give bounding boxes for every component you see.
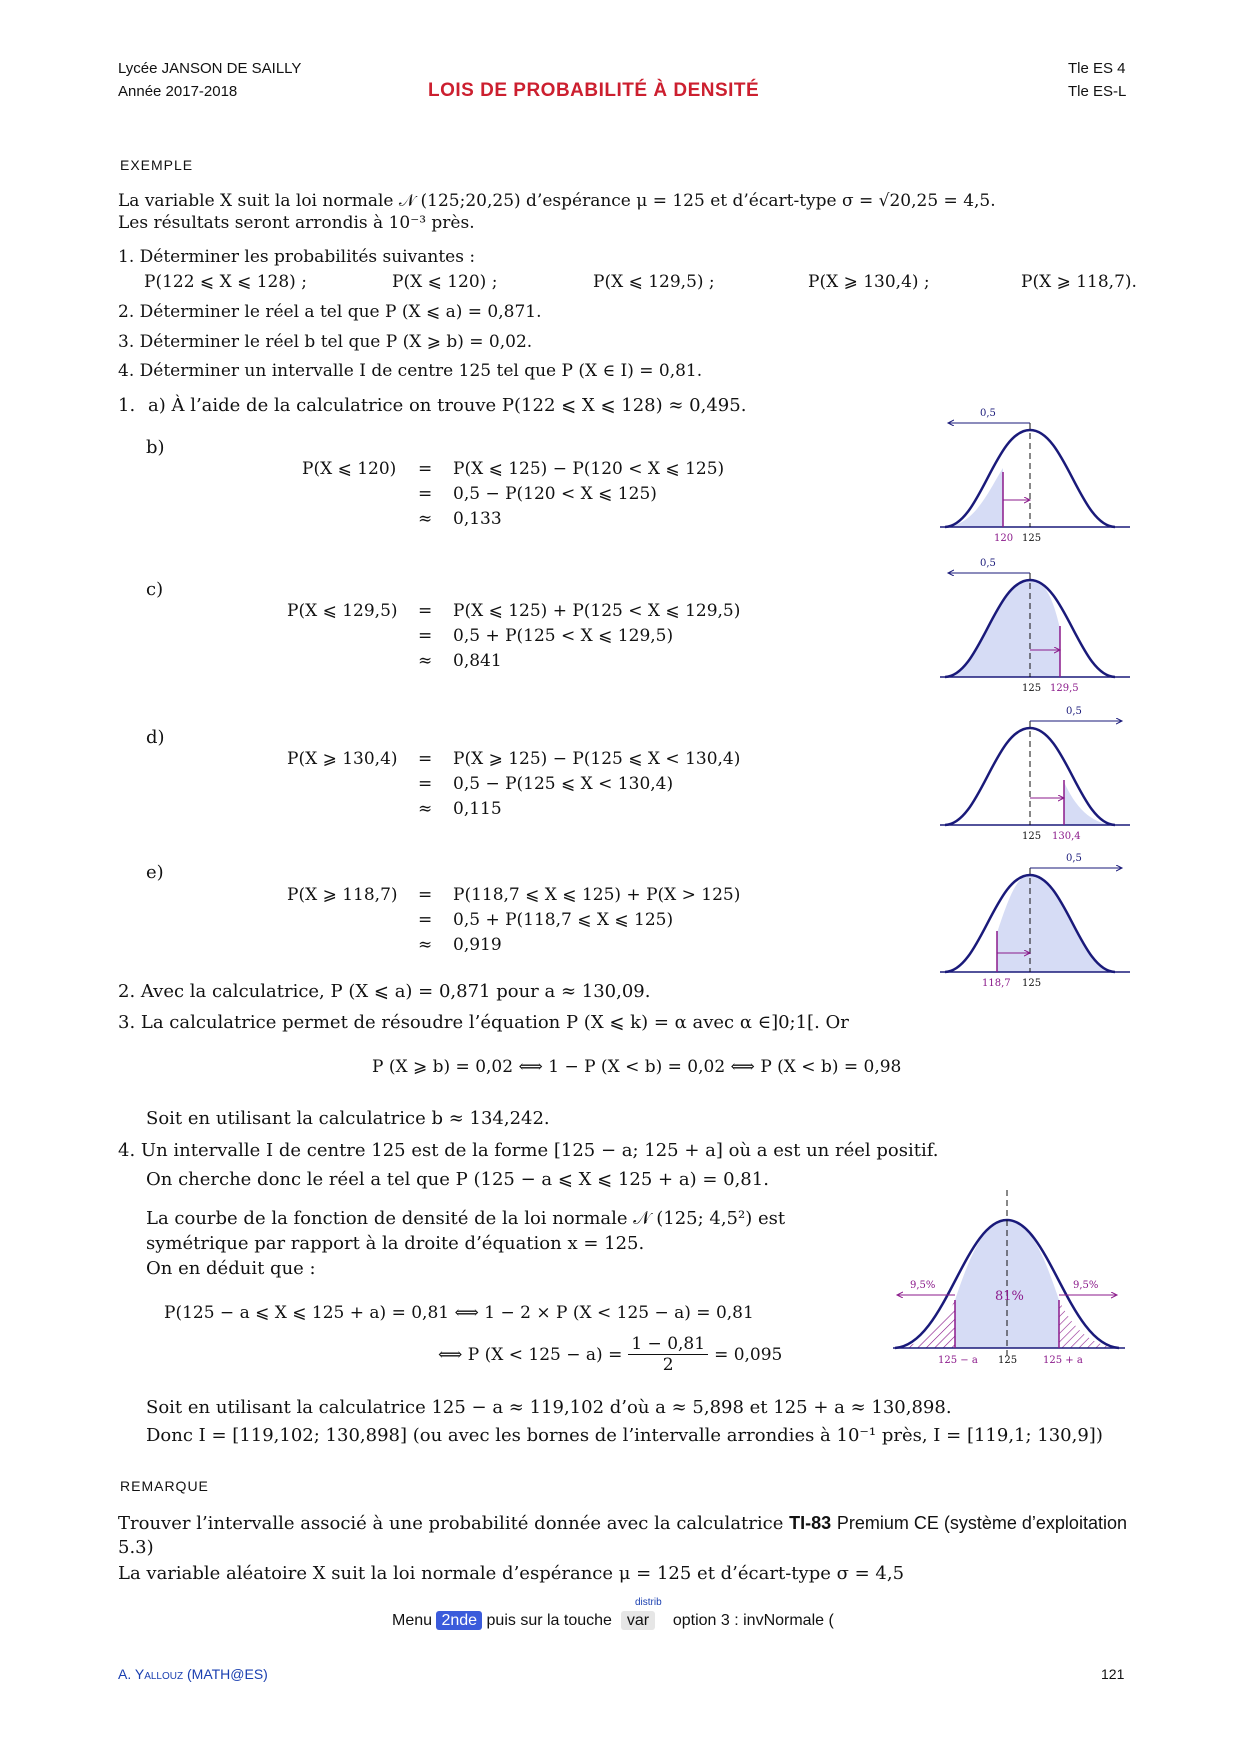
eq-lhs: P(X ⩽ 129,5) bbox=[287, 601, 398, 621]
menu-option: option 3 : invNormale ( bbox=[672, 1612, 834, 1629]
part-label: d) bbox=[146, 727, 165, 748]
eq-rhs: P(X ⩾ 125) − P(125 ⩽ X < 130,4) bbox=[453, 749, 741, 769]
menu-label: Menu bbox=[392, 1612, 433, 1629]
tick-label: 125 + a bbox=[1043, 1355, 1083, 1366]
solution-4-line-4: symétrique par rapport à la droite d’équation x = 125. bbox=[146, 1233, 645, 1254]
eq-op: = bbox=[418, 749, 433, 769]
tick-label: 130,4 bbox=[1052, 831, 1081, 842]
half-label: 0,5 bbox=[980, 408, 996, 419]
tick-label: 125 bbox=[1022, 978, 1042, 989]
part-label: e) bbox=[146, 862, 164, 883]
eq-rhs: 0,919 bbox=[453, 935, 502, 955]
page-title: LOIS DE PROBABILITÉ À DENSITÉ bbox=[428, 80, 760, 101]
eq-lhs: P(X ⩾ 130,4) bbox=[287, 749, 398, 769]
key-distrib-label: distrib bbox=[635, 1597, 662, 1608]
question-3: 3. Déterminer le réel b tel que P (X ⩾ b) = 0,02. bbox=[118, 332, 533, 352]
eq-op: = bbox=[418, 601, 433, 621]
q1-item: P(X ⩽ 129,5) ; bbox=[593, 272, 715, 292]
tick-label: 129,5 bbox=[1050, 683, 1079, 694]
eq-rhs: 0,133 bbox=[453, 509, 502, 529]
tick-label: 125 bbox=[1022, 831, 1042, 842]
remark-line-1 bbox=[118, 1511, 1127, 1536]
remark-line-3: La variable aléatoire X suit la loi normale d’espérance μ = 125 et d’écart-type σ = 4,5 bbox=[118, 1563, 905, 1584]
key-2nde: 2nde bbox=[436, 1611, 482, 1630]
part-label: b) bbox=[146, 437, 165, 458]
left-tail bbox=[895, 1300, 955, 1348]
menu-instruction bbox=[392, 1612, 834, 1630]
solution-3-equation: P (X ⩾ b) = 0,02 ⟺ 1 − P (X < b) = 0,02 ⟺ P (X < b) = 0,98 bbox=[372, 1057, 902, 1077]
tick-label: 125 − a bbox=[938, 1355, 978, 1366]
q1-item: P(X ⩽ 120) ; bbox=[392, 272, 498, 292]
figure-d-density bbox=[940, 706, 1135, 846]
left-tail-label: 9,5% bbox=[910, 1280, 936, 1291]
solution-4-equation-1: P(125 − a ⩽ X ⩽ 125 + a) = 0,81 ⟺ 1 − 2 × P (X < 125 − a) = 0,81 bbox=[164, 1303, 754, 1323]
half-label: 0,5 bbox=[980, 558, 996, 569]
q1-item: P(X ⩾ 118,7). bbox=[1021, 272, 1137, 292]
solution-1a: a) À l’aide de la calculatrice on trouve P(122 ⩽ X ⩽ 128) ≈ 0,495. bbox=[148, 395, 747, 416]
solution-4-line-2: On cherche donc le réel a tel que P (125 − a ⩽ X ⩽ 125 + a) = 0,81. bbox=[146, 1169, 769, 1190]
shaded-area bbox=[945, 468, 1003, 527]
eq-op: ≈ bbox=[418, 509, 433, 529]
solution-2: 2. Avec la calculatrice, P (X ⩽ a) = 0,871 pour a ≈ 130,09. bbox=[118, 981, 651, 1002]
eq-op: = bbox=[418, 459, 433, 479]
eq-op: = bbox=[418, 484, 433, 504]
footer-page-number: 121 bbox=[1101, 1666, 1125, 1682]
eq2-denominator: 2 bbox=[662, 1355, 674, 1375]
question-1: 1. Déterminer les probabilités suivantes : bbox=[118, 247, 476, 267]
shaded-area bbox=[1064, 782, 1115, 825]
menu-then: puis sur la touche bbox=[486, 1612, 612, 1629]
eq-rhs: 0,5 + P(125 < X ⩽ 129,5) bbox=[453, 626, 674, 646]
question-2: 2. Déterminer le réel a tel que P (X ⩽ a) = 0,871. bbox=[118, 302, 542, 322]
calculator-model: TI-83 bbox=[789, 1513, 832, 1533]
eq2-lhs: ⟺ P (X < 125 − a) = bbox=[438, 1344, 623, 1365]
figure-e-density bbox=[940, 853, 1135, 993]
tick-label: 125 bbox=[1022, 533, 1042, 544]
eq-rhs: P(X ⩽ 125) − P(120 < X ⩽ 125) bbox=[453, 459, 725, 479]
eq2-numerator: 1 − 0,81 bbox=[628, 1334, 708, 1355]
eq-rhs: P(118,7 ⩽ X ⩽ 125) + P(X > 125) bbox=[453, 885, 741, 905]
solution-4-line-6: Soit en utilisant la calculatrice 125 − a ≈ 119,102 d’où a ≈ 5,898 et 125 + a ≈ 130,898. bbox=[146, 1397, 952, 1418]
class-label-2: Tle ES-L bbox=[1068, 83, 1127, 100]
remark-heading: REMARQUE bbox=[120, 1478, 209, 1494]
shaded-area bbox=[945, 580, 1060, 677]
tick-label: 125 bbox=[998, 1355, 1018, 1366]
eq-lhs: P(X ⩾ 118,7) bbox=[287, 885, 398, 905]
eq-op: ≈ bbox=[418, 935, 433, 955]
right-tail bbox=[1059, 1300, 1119, 1348]
school-name: Lycée JANSON DE SAILLY bbox=[118, 60, 302, 77]
solution-4-line-7: Donc I = [119,102; 130,898] (ou avec les bornes de l’intervalle arrondies à 10⁻¹ près, I = [119,1; 130,9]) bbox=[146, 1425, 1103, 1446]
footer-author: A. Yallouz (MATH@ES) bbox=[118, 1666, 268, 1682]
eq-rhs: 0,5 − P(125 ⩽ X < 130,4) bbox=[453, 774, 674, 794]
example-intro-2: Les résultats seront arrondis à 10⁻³ près. bbox=[118, 213, 475, 233]
solution-1-number: 1. bbox=[118, 395, 136, 416]
solution-4-line-5: On en déduit que : bbox=[146, 1258, 316, 1279]
key-var: var bbox=[621, 1611, 655, 1630]
eq-rhs: P(X ⩽ 125) + P(125 < X ⩽ 129,5) bbox=[453, 601, 741, 621]
eq-op: = bbox=[418, 774, 433, 794]
eq-op: = bbox=[418, 910, 433, 930]
figure-interval-density bbox=[885, 1185, 1130, 1370]
eq-op: ≈ bbox=[418, 651, 433, 671]
example-intro-1: La variable X suit la loi normale 𝒩 (125;20,25) d’espérance μ = 125 et d’écart-type σ = √20,25 = 4,5. bbox=[118, 191, 996, 211]
figure-b-density bbox=[940, 408, 1135, 548]
eq2-fraction bbox=[628, 1334, 708, 1375]
eq-op: = bbox=[418, 626, 433, 646]
solution-4-equation-2 bbox=[438, 1334, 782, 1375]
tick-label: 125 bbox=[1022, 683, 1042, 694]
q1-item: P(X ⩾ 130,4) ; bbox=[808, 272, 930, 292]
half-label: 0,5 bbox=[1066, 853, 1082, 864]
solution-4-line-1: 4. Un intervalle I de centre 125 est de la forme [125 − a; 125 + a] où a est un réel positif. bbox=[118, 1140, 939, 1161]
eq-lhs: P(X ⩽ 120) bbox=[302, 459, 397, 479]
example-heading: EXEMPLE bbox=[120, 157, 194, 173]
solution-4-line-3: La courbe de la fonction de densité de la loi normale 𝒩 (125; 4,5²) est bbox=[146, 1208, 786, 1229]
eq-rhs: 0,5 + P(118,7 ⩽ X ⩽ 125) bbox=[453, 910, 674, 930]
eq2-rhs: = 0,095 bbox=[714, 1344, 783, 1365]
remark-line-1b: Premium CE (système d’exploitation bbox=[836, 1513, 1127, 1533]
figure-c-density bbox=[940, 558, 1135, 698]
tick-label: 118,7 bbox=[982, 978, 1011, 989]
solution-3: 3. La calculatrice permet de résoudre l’équation P (X ⩽ k) = α avec α ∈]0;1[. Or bbox=[118, 1012, 849, 1033]
eq-rhs: 0,841 bbox=[453, 651, 502, 671]
solution-3-result: Soit en utilisant la calculatrice b ≈ 134,242. bbox=[146, 1108, 550, 1129]
remark-line-1a: Trouver l’intervalle associé à une probabilité donnée avec la calculatrice bbox=[118, 1513, 784, 1534]
half-label: 0,5 bbox=[1066, 706, 1082, 717]
tick-label: 120 bbox=[994, 533, 1014, 544]
q1-item: P(122 ⩽ X ⩽ 128) ; bbox=[144, 272, 307, 292]
shaded-area bbox=[997, 875, 1115, 972]
part-label: c) bbox=[146, 579, 164, 600]
eq-op: = bbox=[418, 885, 433, 905]
eq-op: ≈ bbox=[418, 799, 433, 819]
school-year: Année 2017-2018 bbox=[118, 83, 238, 100]
remark-line-2: 5.3) bbox=[118, 1537, 154, 1558]
eq-rhs: 0,5 − P(120 < X ⩽ 125) bbox=[453, 484, 657, 504]
eq-rhs: 0,115 bbox=[453, 799, 502, 819]
question-4: 4. Déterminer un intervalle I de centre 125 tel que P (X ∈ I) = 0,81. bbox=[118, 361, 703, 381]
center-label: 81% bbox=[995, 1289, 1024, 1304]
class-label-1: Tle ES 4 bbox=[1068, 60, 1126, 77]
right-tail-label: 9,5% bbox=[1073, 1280, 1099, 1291]
